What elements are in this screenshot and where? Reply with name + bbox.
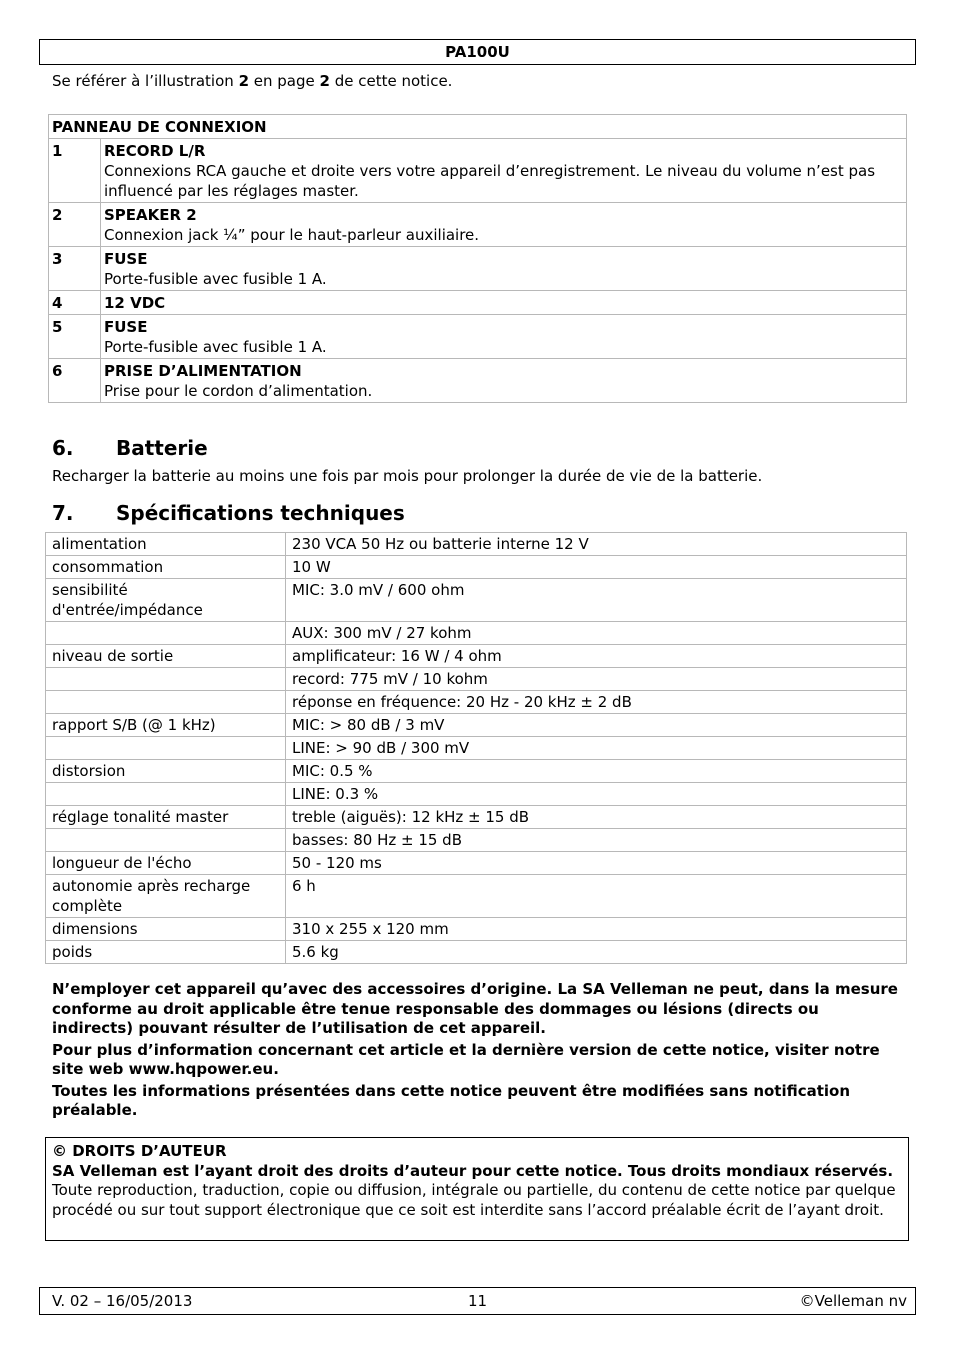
table-row (49, 359, 907, 403)
spec-key (46, 691, 286, 714)
connector-title: RECORD L/R (104, 142, 206, 160)
table-row (46, 852, 907, 875)
spec-value: AUX: 300 mV / 27 kohm (286, 622, 907, 645)
spec-value: 5.6 kg (286, 941, 907, 964)
row-number: 5 (49, 315, 101, 359)
row-number: 4 (49, 291, 101, 315)
spec-key: poids (46, 941, 286, 964)
footer-page-number: 11 (467, 1292, 488, 1310)
spec-key: rapport S/B (@ 1 kHz) (46, 714, 286, 737)
table-row (46, 714, 907, 737)
section-number: 7. (52, 501, 74, 525)
connection-panel-table (48, 114, 907, 403)
page-footer (39, 1287, 916, 1315)
intro-paragraph (52, 72, 452, 91)
table-row (46, 875, 907, 918)
table-row (46, 533, 907, 556)
spec-value: 50 - 120 ms (286, 852, 907, 875)
section-6-text: Recharger la batterie au moins une fois par mois pour prolonger la durée de vie de la batterie. (52, 467, 763, 485)
spec-value: treble (aiguës): 12 kHz ± 15 dB (286, 806, 907, 829)
spec-value: 310 x 255 x 120 mm (286, 918, 907, 941)
intro-page-number: 2 (319, 72, 330, 90)
row-content (101, 359, 907, 403)
connection-panel-title: PANNEAU DE CONNEXION (49, 115, 907, 139)
section-number: 6. (52, 436, 74, 460)
spec-value: LINE: 0.3 % (286, 783, 907, 806)
row-content (101, 203, 907, 247)
table-row (46, 691, 907, 714)
table-row (46, 645, 907, 668)
row-number: 6 (49, 359, 101, 403)
page-header (39, 39, 916, 65)
spec-key: réglage tonalité master (46, 806, 286, 829)
section-title: Spécifications techniques (116, 501, 405, 525)
table-row (49, 203, 907, 247)
connector-description: Porte-fusible avec fusible 1 A. (104, 338, 327, 356)
spec-value: 10 W (286, 556, 907, 579)
section-7-heading (52, 501, 405, 525)
product-code: PA100U (445, 43, 510, 61)
table-row (46, 622, 907, 645)
spec-value: MIC: 3.0 mV / 600 ohm (286, 579, 907, 622)
copyright-bold-text: SA Velleman est l’ayant droit des droits d’auteur pour cette notice. Tous droits mondiaux réservés. (52, 1161, 894, 1180)
connector-title: FUSE (104, 318, 148, 336)
table-row (46, 579, 907, 622)
row-number: 1 (49, 139, 101, 203)
table-row (46, 556, 907, 579)
connector-description: Prise pour le cordon d’alimentation. (104, 382, 373, 400)
table-row (46, 668, 907, 691)
table-row (49, 139, 907, 203)
spec-value: amplificateur: 16 W / 4 ohm (286, 645, 907, 668)
spec-key (46, 737, 286, 760)
row-number: 3 (49, 247, 101, 291)
spec-key (46, 622, 286, 645)
disclaimer-notes (52, 980, 904, 1123)
table-row (46, 918, 907, 941)
spec-key: distorsion (46, 760, 286, 783)
spec-value: 6 h (286, 875, 907, 918)
row-content (101, 315, 907, 359)
row-content (101, 247, 907, 291)
table-row (49, 315, 907, 359)
table-row (46, 806, 907, 829)
table-row (46, 941, 907, 964)
table-row (49, 291, 907, 315)
connector-title: FUSE (104, 250, 148, 268)
table-row (49, 247, 907, 291)
row-content (101, 139, 907, 203)
footer-version: V. 02 – 16/05/2013 (52, 1292, 193, 1310)
intro-illustration-number: 2 (238, 72, 249, 90)
copyright-title: © DROITS D’AUTEUR (52, 1142, 227, 1160)
table-row (46, 829, 907, 852)
spec-key: alimentation (46, 533, 286, 556)
intro-text: de cette notice. (329, 72, 453, 90)
spec-value: LINE: > 90 dB / 300 mV (286, 737, 907, 760)
connector-title: SPEAKER 2 (104, 206, 197, 224)
table-row (46, 783, 907, 806)
spec-key: sensibilité d'entrée/impédance (46, 579, 286, 622)
spec-key: consommation (46, 556, 286, 579)
connector-title: PRISE D’ALIMENTATION (104, 362, 302, 380)
spec-value: réponse en fréquence: 20 Hz - 20 kHz ± 2 dB (286, 691, 907, 714)
spec-key (46, 829, 286, 852)
note-paragraph: N’employer cet appareil qu’avec des accessoires d’origine. La SA Velleman ne peut, dans la mesure conforme au droit applicable être tenue responsable des dommages ou lésions (directs ou indirects) pouvant résulter de l’utilisation de cet appareil. (52, 980, 898, 1037)
copyright-body-text: Toute reproduction, traduction, copie ou diffusion, intégrale ou partielle, du contenu de cette notice par quelque procédé ou sur tout support électronique que ce soit est interdite sans l’accord préalable écrit de l’ayant droit. (52, 1181, 896, 1219)
spec-key: niveau de sortie (46, 645, 286, 668)
section-title: Batterie (116, 436, 208, 460)
spec-value: MIC: 0.5 % (286, 760, 907, 783)
row-number: 2 (49, 203, 101, 247)
section-6-heading (52, 436, 208, 460)
footer-company: ©Velleman nv (799, 1292, 907, 1310)
spec-key (46, 783, 286, 806)
row-content (101, 291, 907, 315)
spec-value: basses: 80 Hz ± 15 dB (286, 829, 907, 852)
spec-value: record: 775 mV / 10 kohm (286, 668, 907, 691)
connector-title: 12 VDC (104, 294, 166, 312)
table-row (46, 760, 907, 783)
note-paragraph: Toutes les informations présentées dans cette notice peuvent être modifiées sans notification préalable. (52, 1081, 851, 1119)
intro-text: Se référer à l’illustration (52, 72, 239, 90)
spec-value: MIC: > 80 dB / 3 mV (286, 714, 907, 737)
connector-description: Connexion jack ¼” pour le haut-parleur auxiliaire. (104, 226, 480, 244)
connector-description: Connexions RCA gauche et droite vers votre appareil d’enregistrement. Le niveau du volume n’est pas influencé par les réglages master. (104, 162, 876, 200)
spec-key: longueur de l'écho (46, 852, 286, 875)
spec-key: autonomie après recharge complète (46, 875, 286, 918)
specifications-table (45, 532, 907, 964)
table-header-row (49, 115, 907, 139)
copyright-text (52, 1162, 902, 1221)
table-row (46, 737, 907, 760)
note-paragraph: Pour plus d’information concernant cet article et la dernière version de cette notice, visiter notre site web www.hqpower.eu. (52, 1040, 880, 1078)
spec-value: 230 VCA 50 Hz ou batterie interne 12 V (286, 533, 907, 556)
copyright-box (45, 1137, 909, 1241)
spec-key (46, 668, 286, 691)
connector-description: Porte-fusible avec fusible 1 A. (104, 270, 327, 288)
intro-text: en page (249, 72, 320, 90)
spec-key: dimensions (46, 918, 286, 941)
